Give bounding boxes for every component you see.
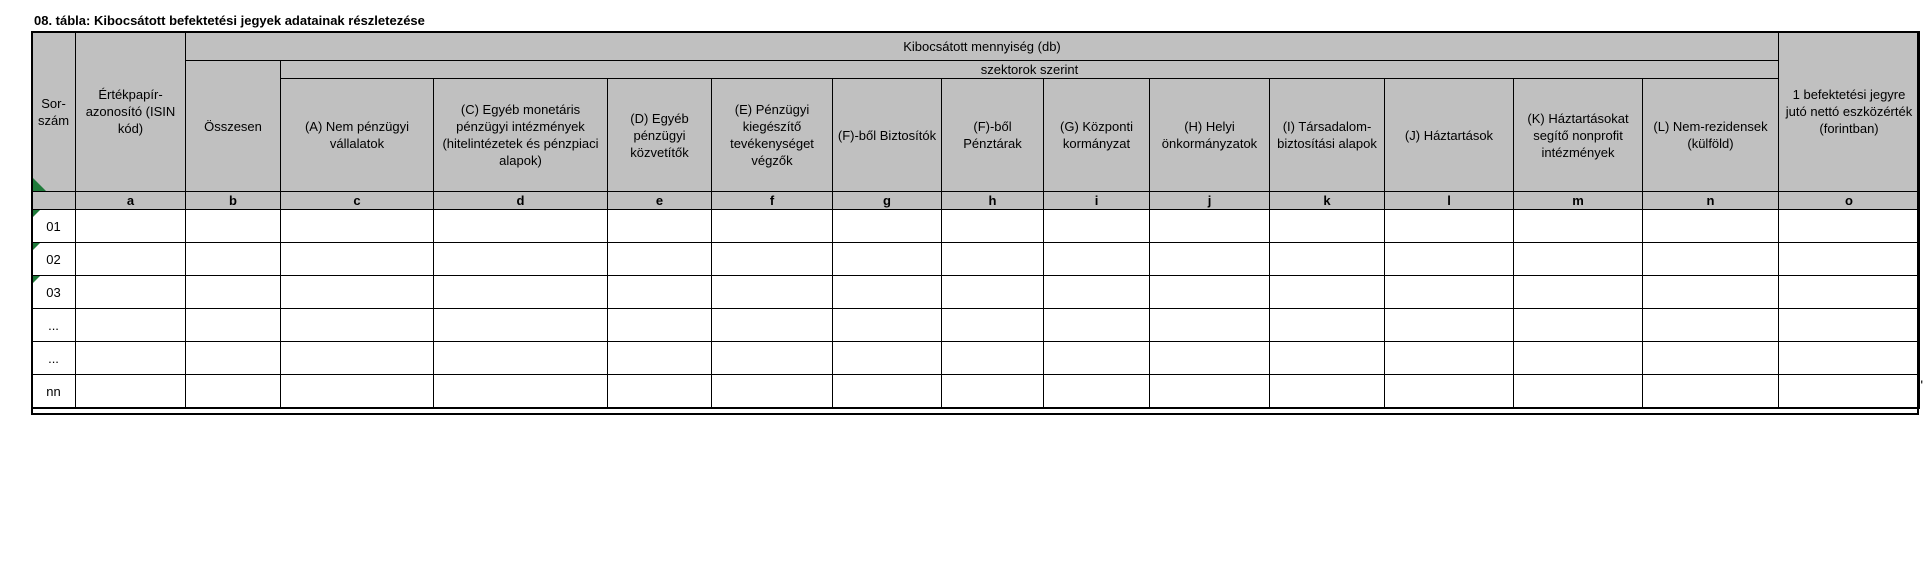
header-osszesen: Összesen	[186, 61, 281, 192]
column-letter-a: a	[76, 192, 186, 210]
data-cell-a[interactable]	[76, 342, 186, 375]
data-cell-n[interactable]	[1643, 210, 1779, 243]
row-number-label: 01	[46, 218, 61, 234]
table-row	[32, 309, 1920, 342]
data-cell-f[interactable]	[712, 276, 833, 309]
data-cell-i[interactable]	[1044, 342, 1150, 375]
header-sector-1: (C) Egyéb monetáris pénzügyi intézmények (hitelintézetek és pénzpiaci alapok)	[434, 79, 608, 192]
data-cell-c[interactable]	[281, 375, 434, 409]
data-cell-g[interactable]	[833, 210, 942, 243]
header-sector-3: (E) Pénzügyi kiegészítő tevékenységet végzők	[712, 79, 833, 192]
data-cell-m[interactable]	[1514, 375, 1643, 409]
row-number	[32, 342, 76, 375]
data-cell-n[interactable]	[1643, 342, 1779, 375]
data-cell-d[interactable]	[434, 309, 608, 342]
data-cell-i[interactable]	[1044, 309, 1150, 342]
data-cell-n[interactable]	[1643, 243, 1779, 276]
data-cell-l[interactable]	[1385, 375, 1514, 409]
data-cell-m[interactable]	[1514, 309, 1643, 342]
data-cell-l[interactable]	[1385, 276, 1514, 309]
data-cell-a[interactable]	[76, 243, 186, 276]
data-cell-l[interactable]	[1385, 210, 1514, 243]
row-number	[32, 243, 76, 276]
row-number-label: 02	[46, 251, 61, 267]
data-cell-b[interactable]	[186, 276, 281, 309]
data-cell-k[interactable]	[1270, 243, 1385, 276]
data-table	[31, 31, 1920, 409]
column-letter-g: g	[833, 192, 942, 210]
column-letter-c: c	[281, 192, 434, 210]
data-cell-l[interactable]	[1385, 243, 1514, 276]
data-cell-j[interactable]	[1150, 375, 1270, 409]
data-cell-h[interactable]	[942, 309, 1044, 342]
header-sorszam	[32, 32, 76, 192]
data-cell-c[interactable]	[281, 309, 434, 342]
data-cell-a[interactable]	[76, 309, 186, 342]
data-cell-c[interactable]	[281, 243, 434, 276]
data-cell-d[interactable]	[434, 210, 608, 243]
table-row	[32, 276, 1920, 309]
data-cell-i[interactable]	[1044, 243, 1150, 276]
data-cell-h[interactable]	[942, 375, 1044, 409]
data-cell-h[interactable]	[942, 243, 1044, 276]
table-row	[32, 243, 1920, 276]
data-cell-f[interactable]	[712, 375, 833, 409]
header-sector-8: (I) Társadalom-biztosítási alapok	[1270, 79, 1385, 192]
data-cell-n[interactable]	[1643, 276, 1779, 309]
data-cell-b[interactable]	[186, 243, 281, 276]
data-cell-e[interactable]	[608, 243, 712, 276]
column-letter-k: k	[1270, 192, 1385, 210]
data-cell-c[interactable]	[281, 276, 434, 309]
data-cell-o[interactable]	[1779, 276, 1920, 309]
header-sector-2: (D) Egyéb pénzügyi közvetítők	[608, 79, 712, 192]
column-letter-i: i	[1044, 192, 1150, 210]
table-row	[32, 342, 1920, 375]
data-cell-h[interactable]	[942, 210, 1044, 243]
data-cell-d[interactable]	[434, 276, 608, 309]
data-cell-j[interactable]	[1150, 210, 1270, 243]
data-cell-m[interactable]	[1514, 276, 1643, 309]
green-corner-marker-icon	[32, 276, 40, 284]
table-row	[32, 210, 1920, 243]
data-cell-m[interactable]	[1514, 342, 1643, 375]
data-cell-h[interactable]	[942, 276, 1044, 309]
header-sector-0: (A) Nem pénzügyi vállalatok	[281, 79, 434, 192]
data-cell-g[interactable]	[833, 309, 942, 342]
data-cell-k[interactable]	[1270, 342, 1385, 375]
row-number	[32, 276, 76, 309]
column-letter-j: j	[1150, 192, 1270, 210]
data-cell-l[interactable]	[1385, 342, 1514, 375]
data-cell-i[interactable]	[1044, 276, 1150, 309]
data-cell-c[interactable]	[281, 342, 434, 375]
data-cell-e[interactable]	[608, 210, 712, 243]
header-szektorok: szektorok szerint	[281, 61, 1779, 79]
data-cell-b[interactable]	[186, 375, 281, 409]
data-cell-b[interactable]	[186, 342, 281, 375]
data-cell-e[interactable]	[608, 375, 712, 409]
closing-quote: "	[1918, 377, 1923, 393]
column-letter-d: d	[434, 192, 608, 210]
data-cell-i[interactable]	[1044, 375, 1150, 409]
data-cell-c[interactable]	[281, 210, 434, 243]
data-cell-o[interactable]	[1779, 342, 1920, 375]
header-sector-9: (J) Háztartások	[1385, 79, 1514, 192]
header-isin: Értékpapír-azonosító (ISIN kód)	[76, 32, 186, 192]
data-cell-h[interactable]	[942, 342, 1044, 375]
row-number	[32, 375, 76, 409]
data-cell-e[interactable]	[608, 309, 712, 342]
header-kibocsatott: Kibocsátott mennyiség (db)	[186, 32, 1779, 61]
column-letter-n: n	[1643, 192, 1779, 210]
header-sorszam-label: Sor-szám	[37, 95, 70, 128]
data-cell-g[interactable]	[833, 276, 942, 309]
data-cell-o[interactable]	[1779, 375, 1920, 409]
column-letter-l: l	[1385, 192, 1514, 210]
data-cell-d[interactable]	[434, 375, 608, 409]
header-sector-4: (F)-ből Biztosítók	[833, 79, 942, 192]
data-cell-k[interactable]	[1270, 309, 1385, 342]
row-number	[32, 309, 76, 342]
data-cell-j[interactable]	[1150, 309, 1270, 342]
data-cell-e[interactable]	[608, 276, 712, 309]
header-nav: 1 befektetési jegyre jutó nettó eszközérték (forintban)	[1779, 32, 1920, 192]
data-cell-k[interactable]	[1270, 210, 1385, 243]
column-letter-m: m	[1514, 192, 1643, 210]
data-cell-k[interactable]	[1270, 375, 1385, 409]
data-cell-g[interactable]	[833, 375, 942, 409]
row-number	[32, 210, 76, 243]
data-cell-a[interactable]	[76, 210, 186, 243]
data-cell-o[interactable]	[1779, 309, 1920, 342]
data-cell-f[interactable]	[712, 243, 833, 276]
header-sector-10: (K) Háztartásokat segítő nonprofit intézmények	[1514, 79, 1643, 192]
data-cell-a[interactable]	[76, 276, 186, 309]
header-sector-7: (H) Helyi önkormányzatok	[1150, 79, 1270, 192]
data-cell-k[interactable]	[1270, 276, 1385, 309]
green-corner-marker-icon	[32, 210, 40, 218]
data-cell-d[interactable]	[434, 243, 608, 276]
data-cell-j[interactable]	[1150, 243, 1270, 276]
data-cell-o[interactable]	[1779, 243, 1920, 276]
data-cell-i[interactable]	[1044, 210, 1150, 243]
row-number-label: ...	[48, 317, 59, 333]
data-cell-g[interactable]	[833, 243, 942, 276]
data-cell-n[interactable]	[1643, 375, 1779, 409]
column-letter-b: b	[186, 192, 281, 210]
data-cell-j[interactable]	[1150, 276, 1270, 309]
header-sector-11: (L) Nem-rezidensek (külföld)	[1643, 79, 1779, 192]
green-corner-marker-icon	[32, 243, 40, 251]
data-cell-n[interactable]	[1643, 309, 1779, 342]
column-letter-h: h	[942, 192, 1044, 210]
data-cell-m[interactable]	[1514, 210, 1643, 243]
table-row	[32, 375, 1920, 409]
data-cell-f[interactable]	[712, 342, 833, 375]
data-cell-o[interactable]	[1779, 210, 1920, 243]
data-cell-m[interactable]	[1514, 243, 1643, 276]
data-cell-f[interactable]	[712, 210, 833, 243]
data-cell-g[interactable]	[833, 342, 942, 375]
data-cell-f[interactable]	[712, 309, 833, 342]
data-cell-l[interactable]	[1385, 309, 1514, 342]
data-cell-j[interactable]	[1150, 342, 1270, 375]
column-letter-o: o	[1779, 192, 1920, 210]
data-cell-e[interactable]	[608, 342, 712, 375]
letter-cell-blank	[32, 192, 76, 210]
column-letter-e: e	[608, 192, 712, 210]
green-corner-marker-icon	[32, 177, 46, 191]
table-title: 08. tábla: Kibocsátott befektetési jegyek adatainak részletezése	[34, 13, 425, 28]
row-number-label: nn	[46, 383, 61, 399]
column-letter-f: f	[712, 192, 833, 210]
data-cell-b[interactable]	[186, 210, 281, 243]
header-sector-5: (F)-ből Pénztárak	[942, 79, 1044, 192]
row-number-label: 03	[46, 284, 61, 300]
data-cell-a[interactable]	[76, 375, 186, 409]
data-cell-b[interactable]	[186, 309, 281, 342]
header-sector-6: (G) Központi kormányzat	[1044, 79, 1150, 192]
data-cell-d[interactable]	[434, 342, 608, 375]
row-number-label: ...	[48, 350, 59, 366]
